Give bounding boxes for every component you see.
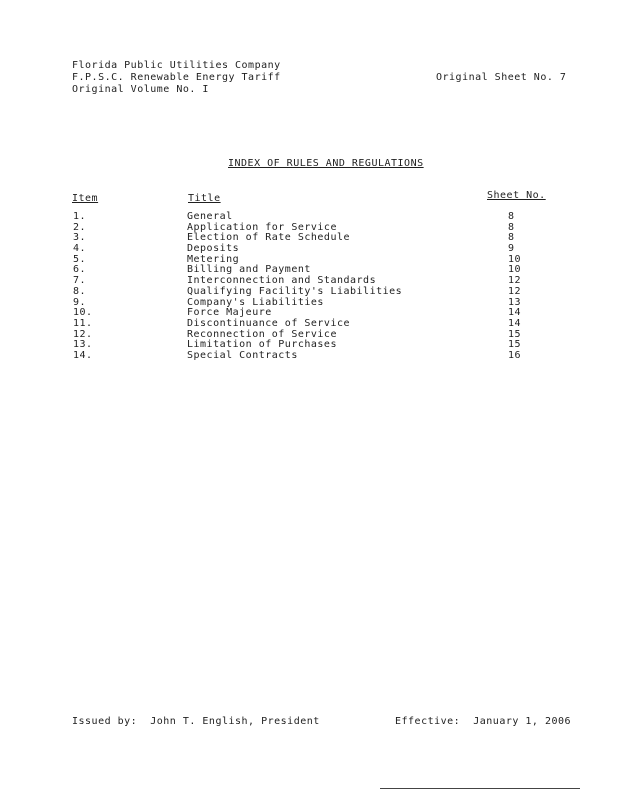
row-sheet-number: 8 [508,221,515,233]
row-item-number: 2. [73,221,87,233]
row-title: Limitation of Purchases [187,339,337,351]
row-sheet-number: 16 [508,349,522,361]
row-item-number: 11. [73,317,93,329]
row-title: Application for Service [187,221,337,233]
row-item-number: 9. [73,296,87,308]
bottom-rule [380,788,580,789]
table-row [0,340,624,351]
tariff-name: F.P.S.C. Renewable Energy Tariff [72,72,281,83]
index-title: INDEX OF RULES AND REGULATIONS [228,158,424,169]
row-item-number: 10. [73,307,93,319]
row-sheet-number: 12 [508,275,522,287]
row-title: Election of Rate Schedule [187,232,351,244]
volume-label: Original Volume No. I [72,84,209,95]
row-sheet-number: 10 [508,253,522,265]
row-item-number: 14. [73,349,93,361]
row-title: Force Majeure [187,307,272,319]
row-item-number: 5. [73,253,87,265]
issued-by: Issued by: John T. English, President [72,716,320,727]
row-item-number: 7. [73,275,87,287]
row-sheet-number: 13 [508,296,522,308]
row-title: Reconnection of Service [187,328,337,340]
row-sheet-number: 15 [508,339,522,351]
company-name: Florida Public Utilities Company [72,60,281,71]
row-sheet-number: 15 [508,328,522,340]
sheet-number: Original Sheet No. 7 [436,72,567,83]
table-row [0,351,624,362]
table-row [0,255,624,266]
row-sheet-number: 8 [508,232,515,244]
row-title: Special Contracts [187,349,298,361]
row-title: Discontinuance of Service [187,317,351,329]
table-row [0,233,624,244]
row-title: General [187,211,233,222]
row-sheet-number: 12 [508,285,522,297]
row-item-number: 13. [73,339,93,351]
row-item-number: 3. [73,232,87,244]
row-title: Interconnection and Standards [187,275,377,287]
row-title: Deposits [187,243,240,255]
column-header-sheet: Sheet No. [487,190,546,201]
row-sheet-number: 14 [508,307,522,319]
row-title: Billing and Payment [187,264,311,276]
row-item-number: 8. [73,285,87,297]
row-item-number: 12. [73,328,93,340]
column-header-title: Title [188,193,221,204]
index-table [0,212,624,362]
company-header [72,60,281,96]
row-title: Metering [187,253,240,265]
row-sheet-number: 9 [508,243,515,255]
table-row [0,298,624,309]
row-item-number: 1. [73,211,87,222]
column-header-item: Item [72,193,99,204]
row-sheet-number: 14 [508,317,522,329]
row-title: Qualifying Facility's Liabilities [187,285,403,297]
row-sheet-number: 10 [508,264,522,276]
row-title: Company's Liabilities [187,296,324,308]
table-row [0,287,624,298]
row-item-number: 4. [73,243,87,255]
table-row [0,244,624,255]
row-sheet-number: 8 [508,211,515,222]
effective-date: Effective: January 1, 2006 [395,716,572,727]
row-item-number: 6. [73,264,87,276]
table-row [0,319,624,330]
